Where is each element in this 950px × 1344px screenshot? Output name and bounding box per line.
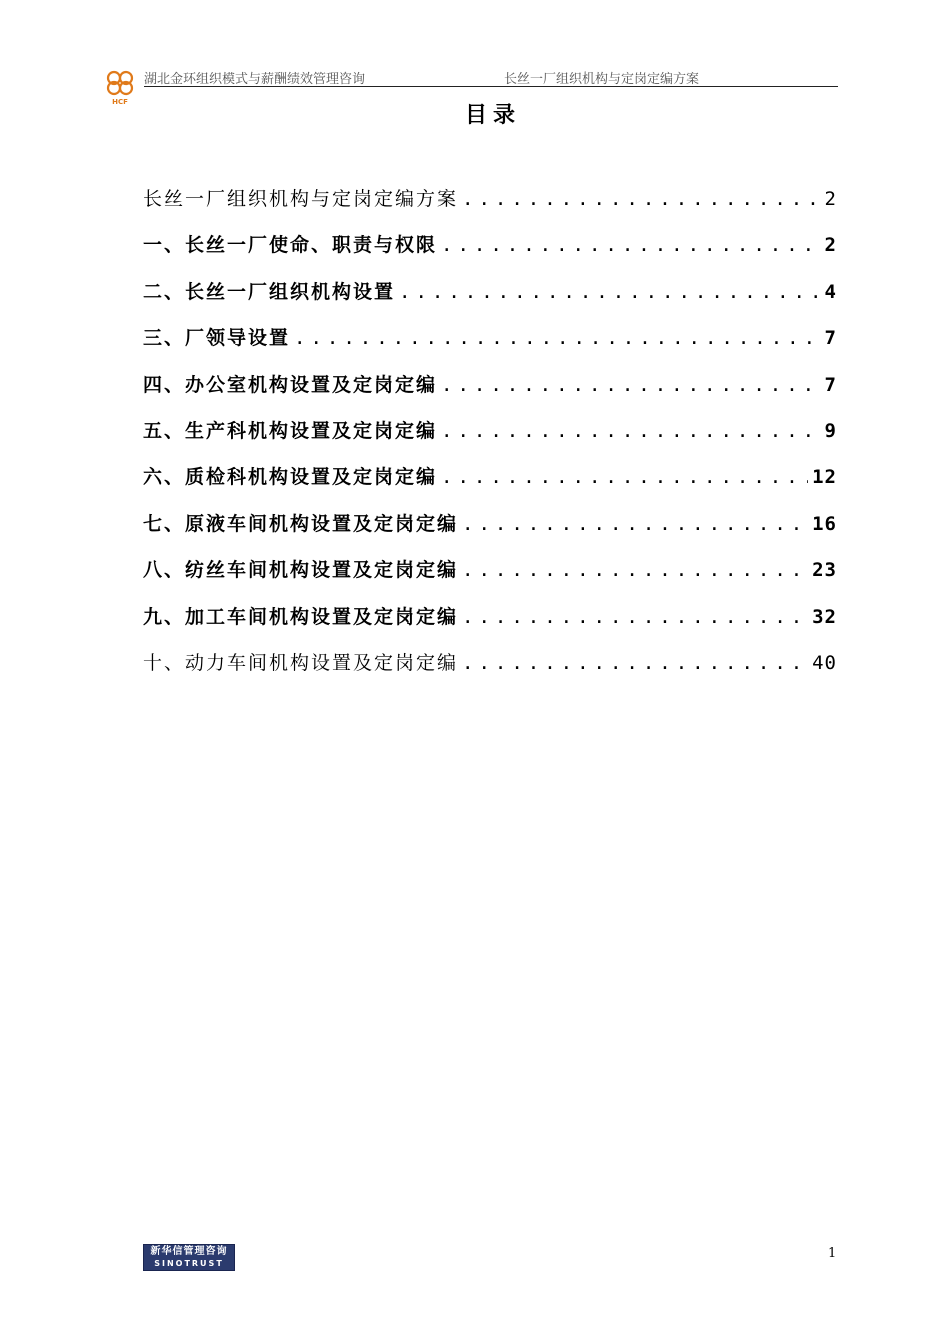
toc-entry-text: 七、原液车间机构设置及定岗定编: [143, 512, 459, 535]
toc-entry-page: 32: [812, 605, 837, 628]
toc-entry-text: 二、长丝一厂组织机构设置: [143, 280, 396, 303]
toc-entry[interactable]: [143, 555, 837, 601]
toc-entry[interactable]: [143, 509, 837, 555]
toc-entry-page: 7: [824, 373, 837, 396]
toc-dot-leader: [441, 374, 821, 396]
toc-dot-leader: [441, 234, 821, 256]
toc-entry-page: 12: [812, 466, 837, 489]
toc-dot-leader: [294, 327, 821, 349]
toc-entry-text: 六、质检科机构设置及定岗定编: [143, 466, 438, 489]
toc-dot-leader: [441, 466, 808, 488]
header-left-text: 湖北金环组织模式与薪酬绩效管理咨询: [144, 72, 366, 87]
toc-entry-text: 九、加工车间机构设置及定岗定编: [143, 605, 459, 628]
toc-entry-text: 三、厂领导设置: [143, 327, 291, 350]
toc-entry-page: 7: [824, 327, 837, 350]
page-number: 1: [828, 1246, 837, 1261]
toc-entry-page: 40: [812, 651, 837, 674]
toc-entry[interactable]: [143, 648, 837, 694]
hcf-logo-label: HCF: [112, 98, 128, 106]
toc-dot-leader: [462, 559, 808, 581]
toc-title: 目录: [464, 103, 521, 128]
toc-entry-page: 2: [824, 188, 837, 210]
toc-entry[interactable]: [143, 277, 837, 323]
toc-dot-leader: [462, 652, 808, 674]
sinotrust-logo: [143, 1244, 235, 1271]
toc-dot-leader: [462, 513, 808, 535]
toc-entry-page: 23: [812, 559, 837, 582]
toc-entry-text: 一、长丝一厂使命、职责与权限: [143, 234, 438, 257]
footer-logo-en: SINOTRUST: [154, 1259, 224, 1268]
table-of-contents: [143, 184, 837, 694]
toc-entry[interactable]: [143, 416, 837, 462]
toc-entry-text: 五、生产科机构设置及定岗定编: [143, 419, 438, 442]
toc-dot-leader: [462, 606, 808, 628]
toc-entry[interactable]: [143, 370, 837, 416]
toc-entry-page: 16: [812, 512, 837, 535]
header-right-text: 长丝一厂组织机构与定岗定编方案: [504, 72, 700, 87]
toc-entry-text: 长丝一厂组织机构与定岗定编方案: [143, 188, 459, 210]
toc-entry[interactable]: [143, 462, 837, 508]
toc-dot-leader: [399, 281, 821, 303]
footer-logo-cn: 新华信管理咨询: [150, 1246, 228, 1257]
toc-entry-page: 9: [824, 419, 837, 442]
toc-entry-text: 十、动力车间机构设置及定岗定编: [143, 651, 459, 674]
toc-dot-leader: [441, 420, 821, 442]
toc-entry-text: 八、纺丝车间机构设置及定岗定编: [143, 559, 459, 582]
toc-entry-page: 4: [824, 280, 837, 303]
toc-entry[interactable]: [143, 184, 837, 230]
toc-entry[interactable]: [143, 602, 837, 648]
header-divider: [144, 86, 838, 87]
toc-dot-leader: [462, 188, 821, 210]
toc-entry[interactable]: [143, 230, 837, 276]
toc-entry-page: 2: [824, 234, 837, 257]
toc-entry[interactable]: [143, 323, 837, 369]
toc-entry-text: 四、办公室机构设置及定岗定编: [143, 373, 438, 396]
